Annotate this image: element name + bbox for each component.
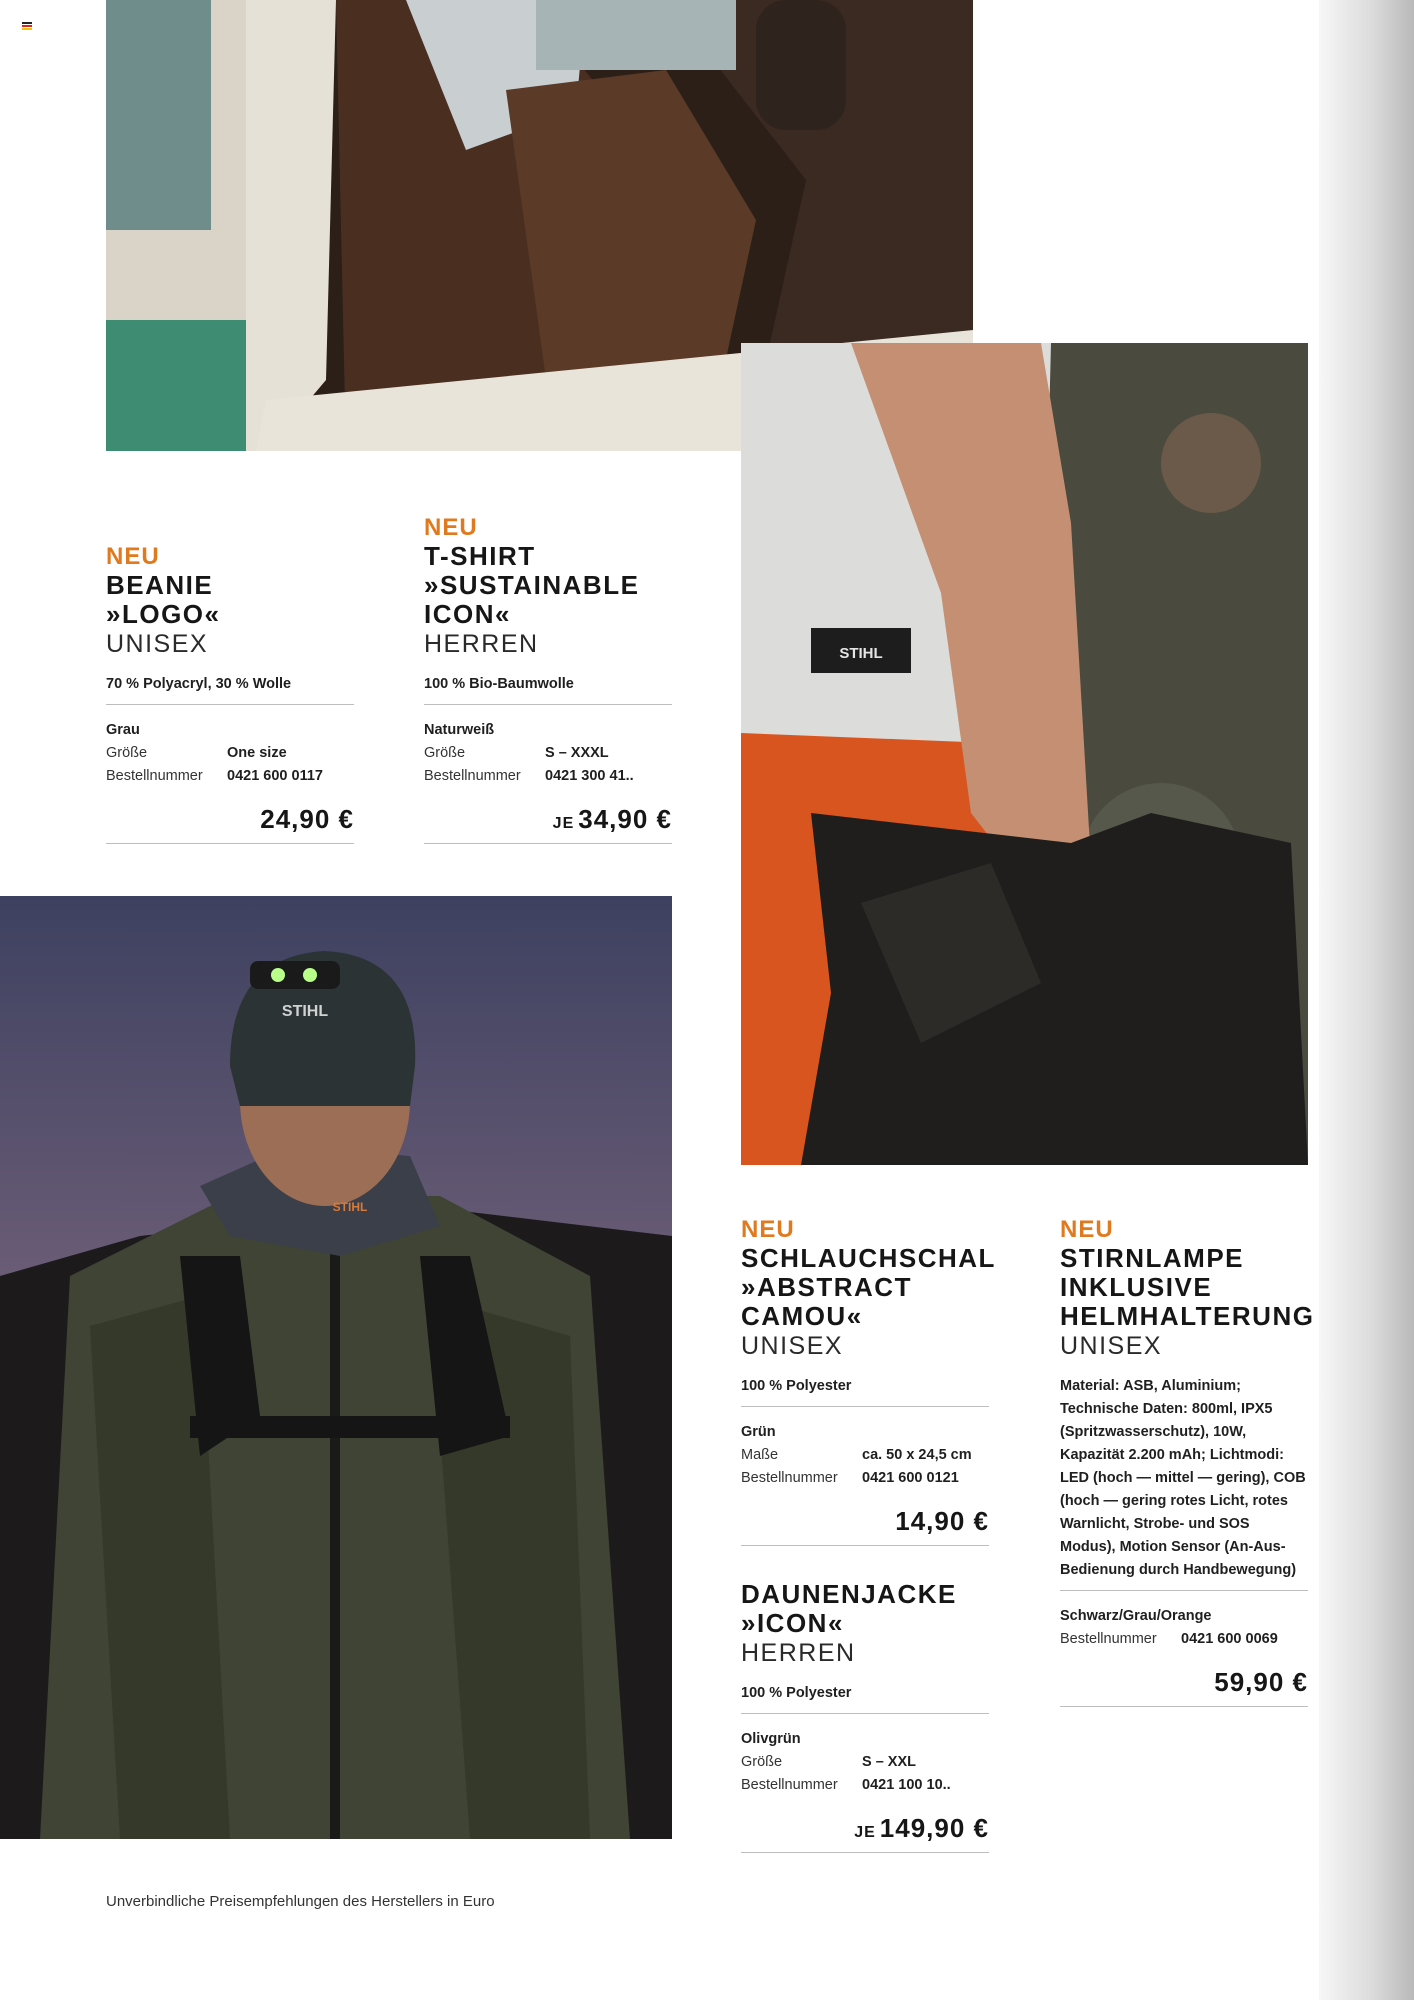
product-beanie — [106, 542, 354, 844]
product-subtitle: UNISEX — [1060, 1332, 1163, 1360]
spec-label: Bestellnummer — [424, 768, 521, 784]
spec-label: Größe — [741, 1754, 783, 1770]
product-color: Grau — [106, 722, 140, 738]
product-material: 70 % Polyacryl, 30 % Wolle — [106, 673, 354, 705]
spec-value: 0421 600 0069 — [1181, 1631, 1278, 1647]
product-subtitle: HERREN — [424, 630, 539, 658]
scarf-logo-text: STIHL — [332, 1200, 368, 1214]
spec-label: Bestellnummer — [106, 768, 203, 784]
product-material: 100 % Polyester — [741, 1682, 989, 1714]
spec-row — [424, 742, 672, 765]
page-edge-shadow — [1319, 0, 1414, 2000]
spec-value: 0421 600 0121 — [862, 1470, 959, 1486]
beanie-logo-text: STIHL — [281, 1003, 329, 1020]
spec-value: One size — [227, 745, 287, 761]
product-neck-gaiter — [741, 1215, 996, 1546]
product-price — [741, 1506, 989, 1546]
spec-value: 0421 600 0117 — [227, 768, 323, 784]
photo-man-jacket — [0, 896, 672, 1839]
product-material: 100 % Bio-Baumwolle — [424, 673, 672, 705]
spec-label: Bestellnummer — [741, 1777, 838, 1793]
spec-row — [106, 765, 354, 788]
spec-row — [741, 1444, 989, 1467]
product-title-line: HELMHALTERUNG — [1060, 1301, 1315, 1331]
product-title-line: SCHLAUCHSCHAL — [741, 1243, 996, 1273]
price-prefix: JE — [854, 1824, 876, 1841]
product-title-line: »ICON« — [741, 1608, 844, 1638]
price-value: 24,90 € — [260, 804, 354, 834]
spec-row — [424, 765, 672, 788]
spec-label: Maße — [741, 1447, 779, 1463]
spec-label: Größe — [424, 745, 466, 761]
product-subtitle: UNISEX — [106, 630, 209, 658]
product-price — [741, 1813, 989, 1853]
spec-row — [741, 1774, 989, 1797]
product-title-line: INKLUSIVE — [1060, 1272, 1213, 1302]
product-title-line: DAUNENJACKE — [741, 1579, 957, 1609]
product-tshirt — [424, 513, 672, 844]
spec-row — [741, 1751, 989, 1774]
product-title-line: ICON« — [424, 599, 511, 629]
price-prefix: JE — [552, 815, 575, 832]
photo-shirt-backpack — [741, 343, 1308, 1165]
product-title-line: »ABSTRACT — [741, 1272, 912, 1302]
product-down-jacket — [741, 1580, 989, 1853]
new-badge: NEU — [741, 1216, 795, 1243]
spec-value: S – XXXL — [545, 745, 609, 761]
product-title-line: CAMOU« — [741, 1301, 863, 1331]
spec-label: Bestellnummer — [741, 1470, 838, 1486]
product-color: Olivgrün — [741, 1731, 801, 1747]
price-value: 149,90 € — [879, 1813, 989, 1843]
spec-label: Bestellnummer — [1060, 1631, 1157, 1647]
price-value: 14,90 € — [895, 1506, 989, 1536]
product-color: Grün — [741, 1424, 776, 1440]
flag-icon — [22, 22, 32, 29]
product-subtitle: HERREN — [741, 1639, 856, 1667]
spec-value: ca. 50 x 24,5 cm — [862, 1447, 972, 1463]
product-subtitle: UNISEX — [741, 1332, 844, 1360]
price-value: 59,90 € — [1214, 1667, 1308, 1697]
product-price — [424, 804, 672, 844]
spec-row — [1060, 1628, 1308, 1651]
product-price — [1060, 1667, 1308, 1707]
new-badge: NEU — [106, 543, 160, 570]
shirt-logo-text: STIHL — [839, 645, 883, 662]
spec-row — [741, 1467, 989, 1490]
spec-value: 0421 100 10.. — [862, 1777, 951, 1793]
product-material: 100 % Polyester — [741, 1375, 989, 1407]
spec-row — [106, 742, 354, 765]
product-material: Material: ASB, Aluminium; Technische Daten: 800ml, IPX5 (Spritzwasserschutz), 10W, Kapazität 2.200 mAh; Lichtmodi: LED (hoch — mittel — gering), COB (hoch — gering rotes Licht, rotes Warnlicht, Strobe- und SOS Modus), Motion Sensor (An-Aus-Bedienung durch Handbewegung) — [1060, 1375, 1308, 1591]
spec-value: 0421 300 41.. — [545, 768, 634, 784]
new-badge: NEU — [424, 514, 478, 541]
product-title-line: STIRNLAMPE — [1060, 1243, 1244, 1273]
footer-note: Unverbindliche Preisempfehlungen des Herstellers in Euro — [106, 1893, 495, 1910]
new-badge: NEU — [1060, 1216, 1114, 1243]
price-value: 34,90 € — [578, 804, 672, 834]
product-color: Naturweiß — [424, 722, 495, 738]
product-price — [106, 804, 354, 844]
product-title-line: T-SHIRT — [424, 541, 536, 571]
product-headlamp — [1060, 1215, 1315, 1707]
spec-label: Größe — [106, 745, 148, 761]
product-title-line: BEANIE — [106, 570, 214, 600]
spec-value: S – XXL — [862, 1754, 916, 1770]
product-title-line: »LOGO« — [106, 599, 221, 629]
product-title-line: »SUSTAINABLE — [424, 570, 640, 600]
product-color: Schwarz/Grau/Orange — [1060, 1608, 1212, 1624]
